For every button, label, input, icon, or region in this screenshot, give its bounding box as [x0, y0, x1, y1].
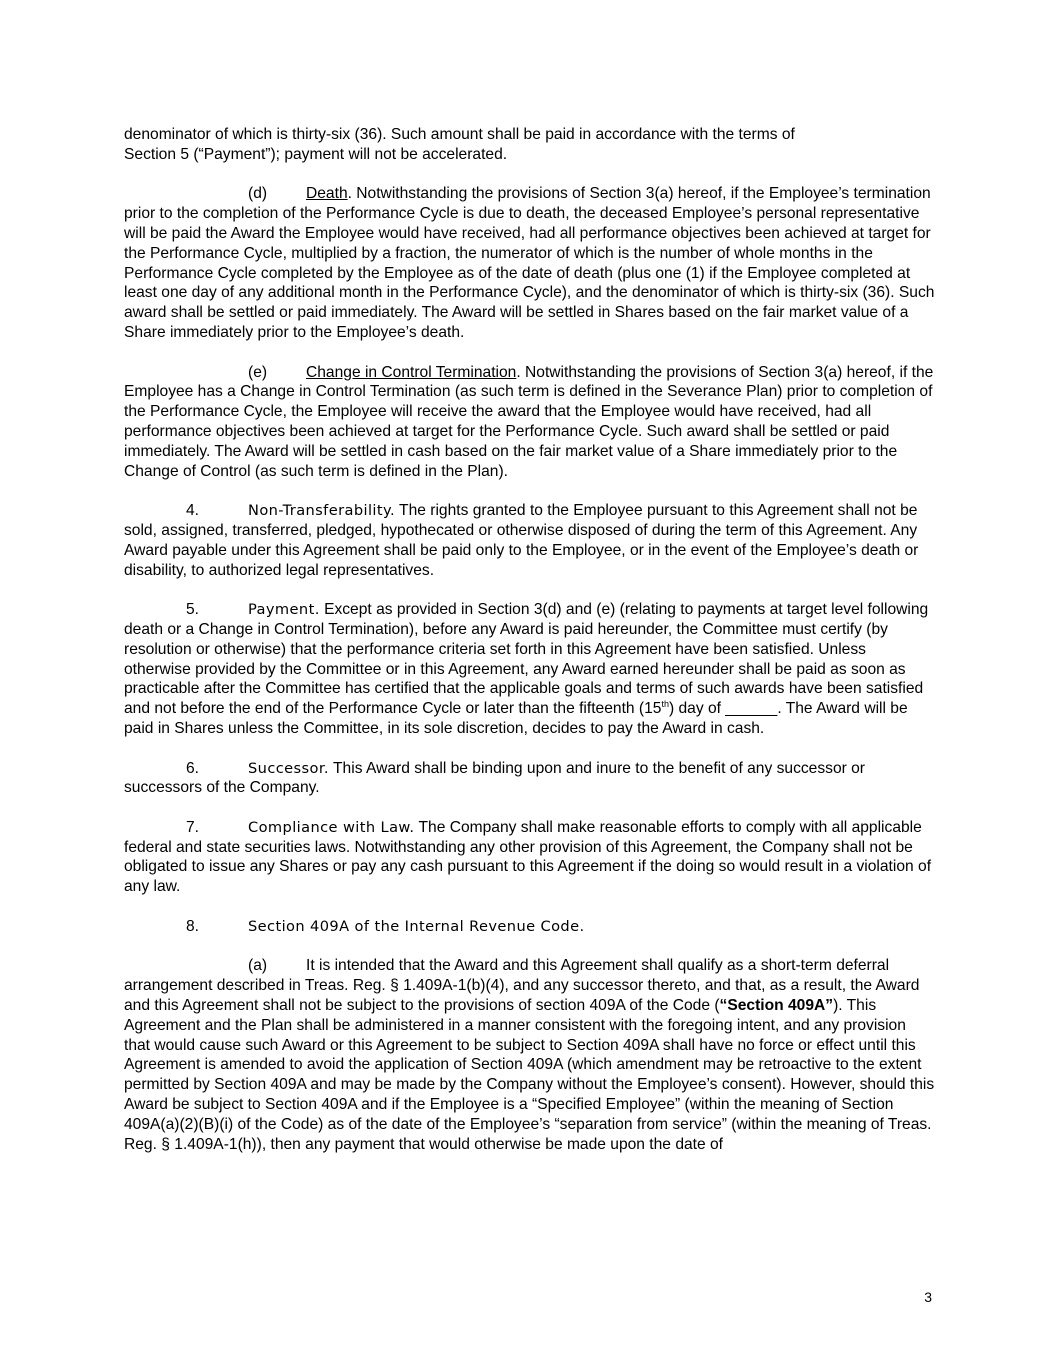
section-6-paragraph	[124, 759, 935, 799]
section-8a-label: (a)	[248, 957, 268, 975]
section-5-text-b: ) day of ______. The Award will be paid in Shares unless the Committee, in its sole discretion, decides to pay the Award in cash.	[124, 700, 908, 737]
section-8a-defined-term: “Section 409A”	[719, 997, 834, 1015]
section-5-number: 5.	[186, 601, 200, 619]
intro-paragraph	[124, 125, 935, 165]
section-3e-title: Change in Control Termination	[306, 363, 517, 381]
section-3e-paragraph	[124, 363, 935, 482]
section-5-paragraph	[124, 600, 935, 739]
section-4-title: Non-Transferability.	[248, 502, 395, 520]
section-4-text: The rights granted to the Employee pursuant to this Agreement shall not be sold, assigned, transferred, pledged, hypothecated or otherwise disposed of during the term of this Agreement. Any Award payable under this Agreement shall be paid only to the Employee, or in the event of the Employee’s death or disability, to authorized legal representatives.	[124, 502, 919, 579]
intro-line-2: Section 5 (“Payment”); payment will not be accelerated.	[124, 145, 508, 163]
section-7-paragraph	[124, 818, 935, 897]
section-3d-label: (d)	[248, 185, 268, 203]
section-5-superscript: th	[661, 698, 669, 709]
section-7-title: Compliance with Law.	[248, 818, 415, 836]
section-7-number: 7.	[186, 818, 200, 836]
section-6-text: This Award shall be binding upon and inure to the benefit of any successor or successors of the Company.	[124, 759, 866, 797]
section-4-number: 4.	[186, 502, 200, 520]
section-8-heading	[124, 917, 935, 937]
section-8-number: 8.	[186, 917, 200, 935]
section-5-title: Payment.	[248, 601, 320, 619]
section-7-text: The Company shall make reasonable efforts to comply with all applicable federal and state securities laws. Notwithstanding any other provision of this Agreement, the Company shall not be obligated to issue any Shares or pay any cash pursuant to this Agreement if the doing so would result in a violation of any law.	[124, 818, 932, 896]
section-3e-text: . Notwithstanding the provisions of Section 3(a) hereof, if the Employee has a Change in Control Termination (as such term is defined in the Severance Plan) prior to completion of the Performance Cycle, the Employee will receive the award that the Employee would have received, had all performance objectives been achieved at target for the Performance Cycle. Such award shall be settled or paid immediately. The Award will be settled in cash based on the fair market value of a Share immediately prior to the Change of Control (as such term is defined in the Plan).	[124, 363, 934, 480]
section-5-text-a: Except as provided in Section 3(d) and (e) (relating to payments at target level following death or a Change in Control Termination), before any Award is paid hereunder, the Committee must certify (by resolution or otherwise) that the performance criteria set forth in this Agreement have been satisfied. Unless otherwise provided by the Committee or in this Agreement, any Award earned hereunder shall be paid as soon as practicable after the Committee has certified that the applicable goals and terms of such awards have been satisfied and not before the end of the Performance Cycle or later than the fifteenth (15	[124, 601, 929, 718]
section-3e-label: (e)	[248, 363, 268, 381]
section-3d-title: Death	[306, 185, 348, 203]
section-6-title: Successor.	[248, 759, 329, 777]
intro-line-1: denominator of which is thirty-six (36). Such amount shall be paid in accordance with the terms of	[124, 126, 795, 143]
section-8-title: Section 409A of the Internal Revenue Code.	[248, 917, 585, 935]
section-3d-paragraph	[124, 184, 935, 342]
section-3d-text: . Notwithstanding the provisions of Section 3(a) hereof, if the Employee’s termination prior to the completion of the Performance Cycle is due to death, the deceased Employee’s personal representative will be paid the Award the Employee would have received, had all performance objectives been achieved at target for the Performance Cycle, multiplied by a fraction, the numerator of which is the number of whole months in the Performance Cycle completed by the Employee as of the date of death (plus one (1) if the Employee completed at least one day of any additional month in the Performance Cycle), and the denominator of which is thirty-six (36). Such award shall be settled or paid immediately. The Award will be settled in Shares based on the fair market value of a Share immediately prior to the Employee’s death.	[124, 185, 935, 341]
section-8a-text-a: It is intended that the Award and this Agreement shall qualify as a short-term deferral arrangement described in Treas. Reg. § 1.409A-1(b)(4), and any successor thereto, and that, as a result, the Award and this Agreement shall not be subject to the provisions of section 409A of the Code (	[124, 957, 920, 1015]
section-8a-paragraph	[124, 956, 935, 1154]
section-8a-text-b: ). This Agreement and the Plan shall be administered in a manner consistent with the foregoing intent, and any provision that would cause such Award or this Agreement to be subject to Section 409A shall have no force or effect until this Agreement is amended to avoid the application of Section 409A (which amendment may be retroactive to the extent permitted by Section 409A and may be made by the Company without the Employee’s consent). However, should this Award be subject to Section 409A and if the Employee is a “Specified Employee” (within the meaning of Section 409A(a)(2)(B)(i) of the Code) as of the date of the Employee’s “separation from service” (within the meaning of Treas. Reg. § 1.409A-1(h)), then any payment that would otherwise be made upon the date of	[124, 997, 935, 1153]
section-4-paragraph	[124, 501, 935, 580]
section-6-number: 6.	[186, 759, 200, 777]
page-number: 3	[924, 1289, 932, 1305]
